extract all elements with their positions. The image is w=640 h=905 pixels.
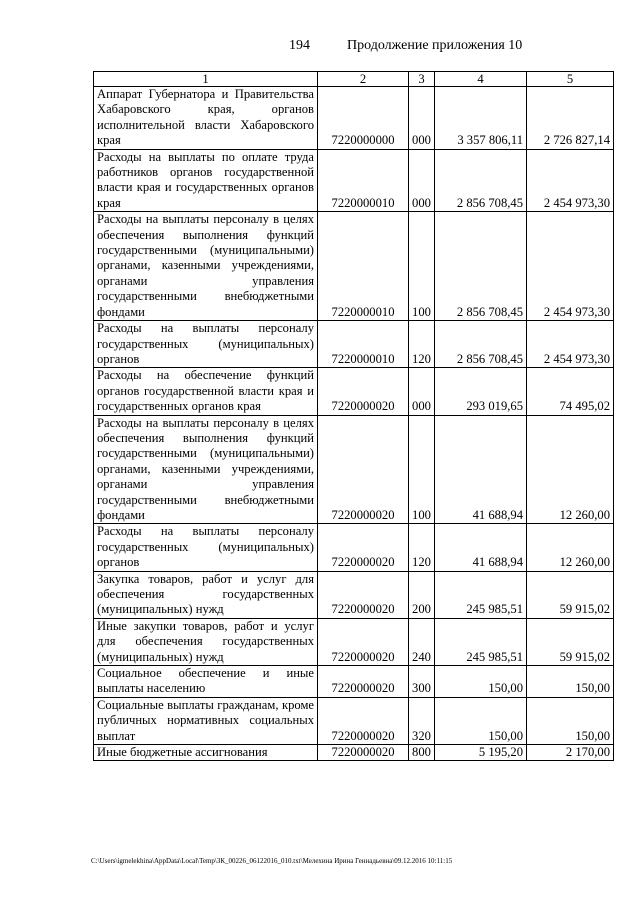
row-code: 7220000020 [318,745,409,761]
row-name: Закупка товаров, работ и услуг для обеспечения государственных (муниципальных) нужд [94,571,318,618]
row-value-4: 150,00 [435,666,527,698]
row-name: Расходы на выплаты персоналу государственных (муниципальных) органов [94,321,318,368]
table-row [94,321,614,368]
table-row [94,745,614,761]
row-value-4: 3 357 806,11 [435,87,527,150]
row-value-5: 2 454 973,30 [527,212,614,321]
row-value-5: 2 454 973,30 [527,149,614,212]
column-header: 5 [527,72,614,87]
row-code: 7220000020 [318,368,409,415]
row-code: 7220000010 [318,321,409,368]
page-header [0,38,640,58]
row-type: 200 [409,571,435,618]
row-value-5: 12 260,00 [527,524,614,571]
row-type: 000 [409,368,435,415]
row-value-5: 2 454 973,30 [527,321,614,368]
row-value-5: 74 495,02 [527,368,614,415]
row-value-5: 150,00 [527,697,614,744]
file-path-footer: C:\Users\igmelekhina\AppData\Local\Temp\ЗК_00226_06122016_010.txt\Мелехина Ирина Геннадьевна\09.12.2016 10:11:15 [91,857,453,865]
row-value-5: 12 260,00 [527,415,614,524]
row-value-5: 59 915,02 [527,618,614,665]
table-header-row [94,72,614,87]
row-value-4: 150,00 [435,697,527,744]
column-header: 3 [409,72,435,87]
table-row [94,415,614,524]
row-code: 7220000010 [318,212,409,321]
row-value-4: 41 688,94 [435,524,527,571]
row-name: Расходы на обеспечение функций органов государственной власти края и государственных органов края [94,368,318,415]
row-value-5: 150,00 [527,666,614,698]
row-value-4: 2 856 708,45 [435,149,527,212]
row-type: 100 [409,212,435,321]
budget-table [93,71,614,761]
table-row [94,149,614,212]
row-type: 120 [409,524,435,571]
row-name: Расходы на выплаты персоналу государственных (муниципальных) органов [94,524,318,571]
row-name: Расходы на выплаты по оплате труда работников органов государственной власти края и государственных органов края [94,149,318,212]
row-value-5: 2 170,00 [527,745,614,761]
page-number: 194 [289,38,310,53]
row-value-4: 2 856 708,45 [435,212,527,321]
row-name: Социальное обеспечение и иные выплаты населению [94,666,318,698]
row-type: 320 [409,697,435,744]
row-value-4: 2 856 708,45 [435,321,527,368]
table-row [94,524,614,571]
row-type: 240 [409,618,435,665]
row-value-5: 59 915,02 [527,571,614,618]
row-value-4: 245 985,51 [435,571,527,618]
row-type: 100 [409,415,435,524]
row-type: 000 [409,149,435,212]
row-name: Социальные выплаты гражданам, кроме публичных нормативных социальных выплат [94,697,318,744]
row-code: 7220000020 [318,697,409,744]
column-header: 4 [435,72,527,87]
row-name: Расходы на выплаты персоналу в целях обеспечения выполнения функций государственными (муниципальными) органами, казенными учреждениями, органами управления государственными внебюджетными фондами [94,212,318,321]
row-code: 7220000020 [318,524,409,571]
row-name: Иные закупки товаров, работ и услуг для обеспечения государственных (муниципальных) нужд [94,618,318,665]
table-row [94,368,614,415]
row-type: 000 [409,87,435,150]
row-code: 7220000000 [318,87,409,150]
row-code: 7220000020 [318,618,409,665]
column-header: 1 [94,72,318,87]
row-name: Иные бюджетные ассигнования [94,745,318,761]
row-type: 800 [409,745,435,761]
row-code: 7220000010 [318,149,409,212]
row-code: 7220000020 [318,415,409,524]
row-value-4: 41 688,94 [435,415,527,524]
table-row [94,212,614,321]
row-value-4: 245 985,51 [435,618,527,665]
column-header: 2 [318,72,409,87]
row-name: Расходы на выплаты персоналу в целях обеспечения выполнения функций государственными (муниципальными) органами, казенными учреждениями, органами управления государственными внебюджетными фондами [94,415,318,524]
table-row [94,87,614,150]
row-value-4: 293 019,65 [435,368,527,415]
row-code: 7220000020 [318,571,409,618]
table-row [94,697,614,744]
row-name: Аппарат Губернатора и Правительства Хабаровского края, органов исполнительной власти Хабаровского края [94,87,318,150]
table-row [94,618,614,665]
continuation-title: Продолжение приложения 10 [347,38,523,53]
row-value-4: 5 195,20 [435,745,527,761]
row-code: 7220000020 [318,666,409,698]
row-value-5: 2 726 827,14 [527,87,614,150]
row-type: 300 [409,666,435,698]
row-type: 120 [409,321,435,368]
table-row [94,571,614,618]
table-row [94,666,614,698]
